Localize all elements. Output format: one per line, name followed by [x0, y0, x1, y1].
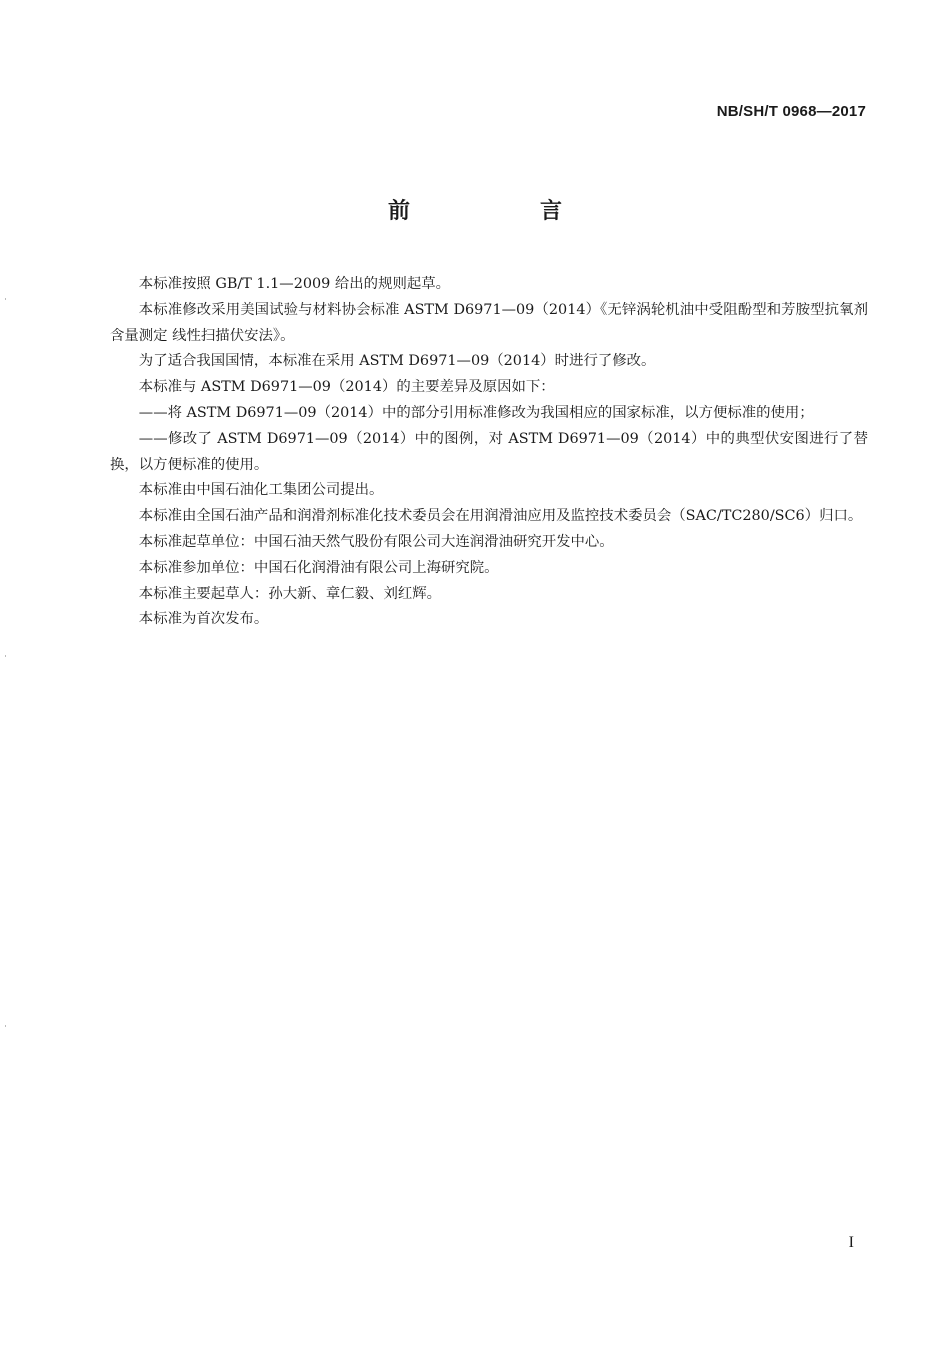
foreword-body — [110, 272, 868, 633]
scan-mark — [5, 1025, 6, 1027]
list-item: ——将 ASTM D6971—09（2014）中的部分引用标准修改为我国相应的国家标准，以方便标准的使用； — [138, 404, 814, 421]
page-number: I — [848, 1234, 854, 1251]
paragraph: 本标准起草单位：中国石油天然气股份有限公司大连润滑油研究开发中心。 — [138, 533, 614, 550]
paragraph: 本标准按照 GB/T 1.1—2009 给出的规则起草。 — [138, 276, 451, 292]
list-item: ——修改了 ASTM D6971—09（2014）中的图例，对 ASTM D6971—09（2014）中的典型伏安图进行了替换，以方便标准的使用。 — [110, 430, 868, 473]
paragraph: 本标准为首次发布。 — [138, 611, 269, 628]
paragraph: 本标准由中国石油化工集团公司提出。 — [138, 482, 384, 499]
paragraph: 本标准主要起草人：孙大新、章仁毅、刘红辉。 — [138, 585, 442, 602]
paragraph: 本标准修改采用美国试验与材料协会标准 ASTM D6971—09（2014）《无锌涡轮机油中受阻酚型和芳胺型抗氧剂含量测定 线性扫描伏安法》。 — [110, 301, 868, 344]
paragraph: 本标准参加单位：中国石化润滑油有限公司上海研究院。 — [138, 559, 499, 576]
paragraph: 本标准与 ASTM D6971—09（2014）的主要差异及原因如下： — [138, 379, 555, 396]
page-title: 前 言 — [387, 199, 616, 224]
paragraph: 本标准由全国石油产品和润滑剂标准化技术委员会在用润滑油应用及监控技术委员会（SAC/TC280/SC6）归口。 — [138, 508, 863, 525]
scan-mark — [5, 298, 6, 300]
scan-mark — [5, 655, 6, 657]
standard-code: NB/SH/T 0968—2017 — [716, 103, 866, 120]
paragraph: 为了适合我国国情，本标准在采用 ASTM D6971—09（2014）时进行了修改。 — [138, 353, 656, 370]
